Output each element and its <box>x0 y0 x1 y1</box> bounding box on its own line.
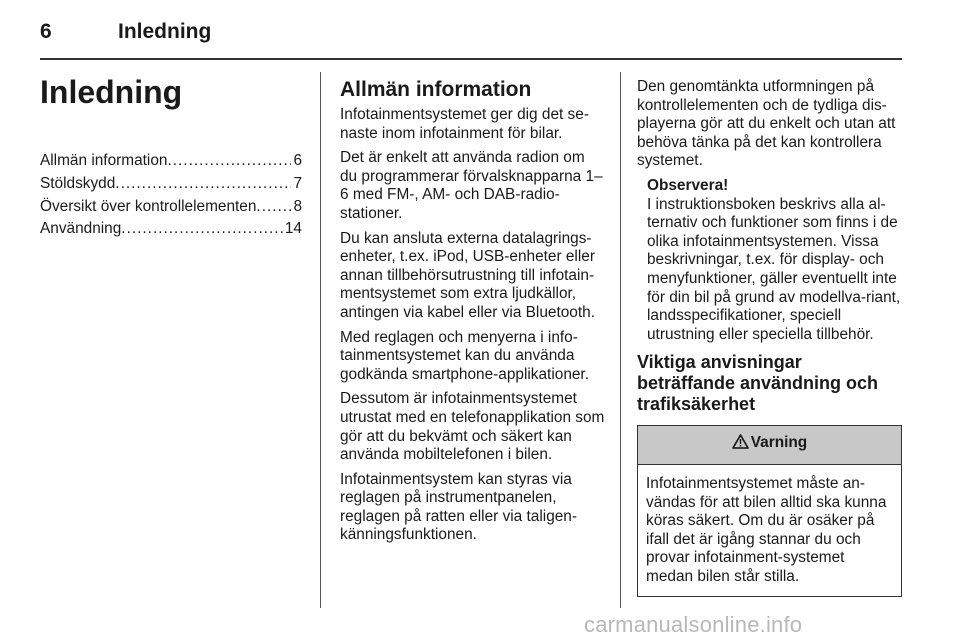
watermark: carmanualsonline.info <box>584 612 803 637</box>
toc-item[interactable] <box>40 173 302 196</box>
toc-leader <box>115 173 291 196</box>
toc-page: 8 <box>293 197 302 215</box>
toc-label: Översikt över kontrollelementen <box>40 197 257 215</box>
subsection-heading: Viktiga anvisningar beträffande användning och trafiksäkerhet <box>637 352 879 415</box>
note-block <box>637 177 903 344</box>
toc-label: Allmän information <box>40 152 168 169</box>
note-text: I instruktionsboken beskrivs alla al-ternativ och funktioner som finns i de olika infotainmentsystemen. Vissa beskrivningar, t.ex. för display- och menyfunktioner, gäller eventuellt inte för din bil på grund av modellva-riant, landsspecifikationer, speciell utrustning eller speciella tillbehör. <box>647 195 901 343</box>
section-heading: Allmän information <box>340 78 532 101</box>
toc-item[interactable] <box>40 150 302 173</box>
toc-leader <box>256 196 291 219</box>
toc-label: Stöldskydd <box>40 174 116 192</box>
header-rule <box>40 58 902 60</box>
warning-box <box>637 425 902 597</box>
warning-header <box>638 426 901 465</box>
note-title: Observera! <box>647 176 729 194</box>
running-header-title: Inledning <box>118 20 212 43</box>
chapter-title: Inledning <box>40 74 183 110</box>
middle-column <box>340 78 606 551</box>
toc-label: Användning <box>40 220 122 238</box>
table-of-contents <box>40 150 302 241</box>
toc-item[interactable] <box>40 218 302 241</box>
page-number: 6 <box>40 20 52 43</box>
body-paragraph: Med reglagen och menyerna i info-tainmentsystemet kan du använda godkända smartphone-applikationer. <box>340 328 589 383</box>
body-paragraph: Infotainmentsystemet ger dig det se-naste inom infotainment för bilar. <box>340 106 589 142</box>
column-divider <box>320 72 321 608</box>
body-paragraph: Du kan ansluta externa datalagrings-enheter, t.ex. iPod, USB-enheter eller annan tillbehörsutrustning till infotain-mentsystemet som extra ljudkällor, antingen via kabel eller via Bluetooth. <box>340 229 595 321</box>
toc-item[interactable] <box>40 196 302 219</box>
body-paragraph: Det är enkelt att använda radion om du programmerar förvalsknapparna 1–6 med FM-, AM- och DAB-radio-stationer. <box>340 149 603 222</box>
body-paragraph: Den genomtänkta utformningen på kontrollelementen och de tydliga dis-playerna gör att du enkelt och utan att behöva tänka på det kan kontrollera systemet. <box>637 78 896 170</box>
body-paragraph: Dessutom är infotainmentsystemet utrustat med en telefonapplikation som gör att du bekvämt och säkert kan använda mobiltelefonen i bilen. <box>340 390 605 464</box>
warning-text: Infotainmentsystemet måste an-vändas för att bilen alltid ska kunna köras säkert. Om du är osäker på ifall det är igång stannar du och provar infotainment-systemet medan bilen står stilla. <box>646 474 887 585</box>
toc-leader <box>121 218 283 241</box>
right-column <box>637 78 903 597</box>
toc-page: 14 <box>284 220 302 238</box>
toc-page: 7 <box>293 174 302 192</box>
warning-title: Varning <box>750 434 808 452</box>
column-divider <box>620 72 621 608</box>
toc-leader <box>167 150 291 173</box>
warning-triangle-icon <box>732 434 749 455</box>
body-paragraph: Infotainmentsystem kan styras via reglagen på instrumentpanelen, reglagen på ratten eller via taligen-känningsfunktionen. <box>340 470 577 544</box>
toc-page: 6 <box>293 152 302 169</box>
